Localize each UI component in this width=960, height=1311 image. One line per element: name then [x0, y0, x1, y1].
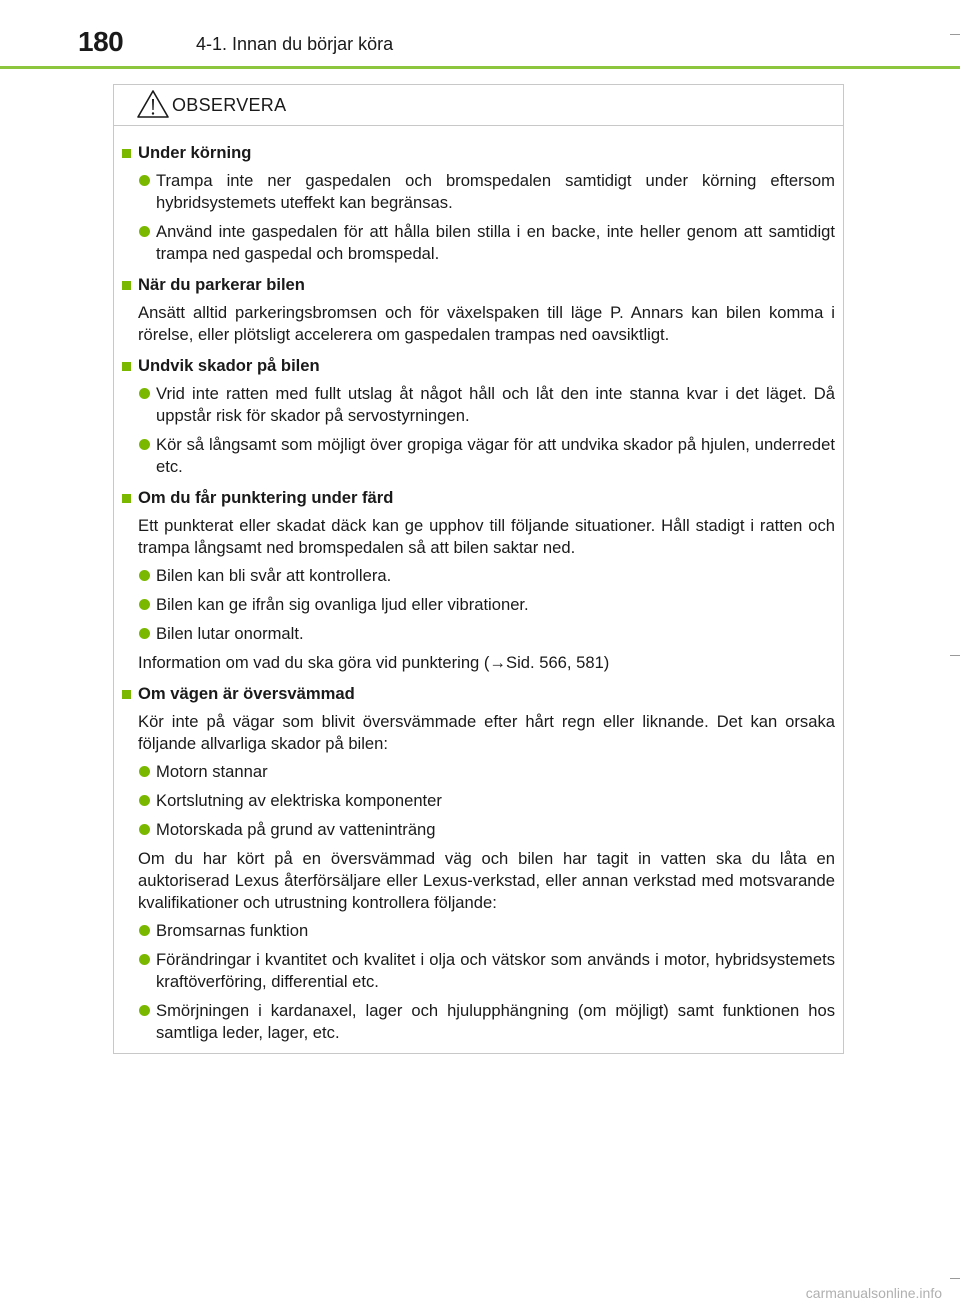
bullet-item	[122, 949, 835, 993]
block-text: Motorn stannar	[156, 762, 268, 781]
block-text: Information om vad du ska göra vid punktering (→Sid. 566, 581)	[138, 653, 610, 672]
block-text: Ett punkterat eller skadat däck kan ge upphov till följande situationer. Håll stadigt i ratten och trampa långsamt ned bromspedalen så att bilen saktar ned.	[138, 516, 835, 557]
margin-tick	[950, 1278, 960, 1279]
paragraph	[122, 711, 835, 755]
block-text: Om du får punktering under färd	[138, 488, 394, 507]
circle-bullet-icon	[139, 1005, 150, 1016]
warning-triangle-icon	[136, 89, 170, 119]
bullet-item	[122, 623, 835, 645]
square-bullet-icon	[122, 690, 131, 699]
block-text: Bilen kan bli svår att kontrollera.	[156, 566, 392, 585]
watermark: carmanualsonline.info	[805, 1285, 942, 1301]
block-text: Förändringar i kvantitet och kvalitet i olja och vätskor som används i motor, hybridsystemets kraftöverföring, differential etc.	[156, 950, 835, 991]
subheading	[122, 487, 835, 509]
circle-bullet-icon	[139, 388, 150, 399]
square-bullet-icon	[122, 362, 131, 371]
caution-box-title: OBSERVERA	[172, 95, 287, 115]
block-text: Bilen lutar onormalt.	[156, 624, 304, 643]
bullet-item	[122, 170, 835, 214]
block-text: När du parkerar bilen	[138, 275, 305, 294]
bullet-item	[122, 761, 835, 783]
caution-box	[113, 84, 844, 1054]
circle-bullet-icon	[139, 954, 150, 965]
page-header	[0, 0, 960, 70]
circle-bullet-icon	[139, 226, 150, 237]
circle-bullet-icon	[139, 628, 150, 639]
bullet-item	[122, 434, 835, 478]
block-text: Undvik skador på bilen	[138, 356, 320, 375]
bullet-item	[122, 594, 835, 616]
circle-bullet-icon	[139, 925, 150, 936]
margin-tick	[950, 655, 960, 656]
caution-box-content	[114, 126, 843, 1044]
bullet-item	[122, 920, 835, 942]
block-text: Om du har kört på en översvämmad väg och bilen har tagit in vatten ska du låta en auktoriserad Lexus återförsäljare eller Lexus-verkstad, eller annan verkstad med motsvarande kvalifikationer och utrustning kontrollera följande:	[138, 849, 835, 912]
block-text: Trampa inte ner gaspedalen och bromspedalen samtidigt under körning eftersom hybridsystemets uteffekt kan begränsas.	[156, 171, 835, 212]
block-text: Smörjningen i kardanaxel, lager och hjulupphängning (om möjligt) samt funktionen hos samtliga leder, lager, etc.	[156, 1001, 835, 1042]
subheading	[122, 355, 835, 377]
block-text: Motorskada på grund av vatteninträng	[156, 820, 436, 839]
square-bullet-icon	[122, 281, 131, 290]
paragraph	[122, 302, 835, 346]
circle-bullet-icon	[139, 824, 150, 835]
block-text: Bromsarnas funktion	[156, 921, 309, 940]
margin-tick	[950, 34, 960, 35]
bullet-item	[122, 221, 835, 265]
block-text: Under körning	[138, 143, 252, 162]
block-text: Bilen kan ge ifrån sig ovanliga ljud eller vibrationer.	[156, 595, 529, 614]
bullet-item	[122, 565, 835, 587]
circle-bullet-icon	[139, 570, 150, 581]
subheading	[122, 683, 835, 705]
bullet-item	[122, 819, 835, 841]
paragraph	[122, 652, 835, 674]
bullet-item	[122, 790, 835, 812]
block-text: Kortslutning av elektriska komponenter	[156, 791, 442, 810]
subheading	[122, 142, 835, 164]
circle-bullet-icon	[139, 439, 150, 450]
square-bullet-icon	[122, 149, 131, 158]
circle-bullet-icon	[139, 175, 150, 186]
block-text: Ansätt alltid parkeringsbromsen och för växelspaken till läge P. Annars kan bilen komma i rörelse, eller plötsligt accelerera om gaspedalen trampas ned oavsiktligt.	[138, 303, 835, 344]
square-bullet-icon	[122, 494, 131, 503]
paragraph	[122, 848, 835, 914]
paragraph	[122, 515, 835, 559]
block-text: Kör så långsamt som möjligt över gropiga vägar för att undvika skador på hjulen, underredet etc.	[156, 435, 835, 476]
section-title: 4-1. Innan du börjar köra	[196, 34, 394, 54]
block-text: Om vägen är översvämmad	[138, 684, 355, 703]
bullet-item	[122, 383, 835, 427]
circle-bullet-icon	[139, 795, 150, 806]
block-text: Vrid inte ratten med fullt utslag åt något håll och låt den inte stanna kvar i det läget. Då uppstår risk för skador på servostyrningen.	[156, 384, 835, 425]
block-text: Använd inte gaspedalen för att hålla bilen stilla i en backe, inte heller genom att samtidigt trampa ned gaspedal och bromspedal.	[156, 222, 835, 263]
circle-bullet-icon	[139, 766, 150, 777]
subheading	[122, 274, 835, 296]
header-rule	[0, 66, 960, 69]
page-number: 180	[78, 26, 124, 57]
block-text: Kör inte på vägar som blivit översvämmade efter hårt regn eller liknande. Det kan orsaka följande allvarliga skador på bilen:	[138, 712, 835, 753]
circle-bullet-icon	[139, 599, 150, 610]
caution-box-header	[114, 85, 843, 126]
bullet-item	[122, 1000, 835, 1044]
